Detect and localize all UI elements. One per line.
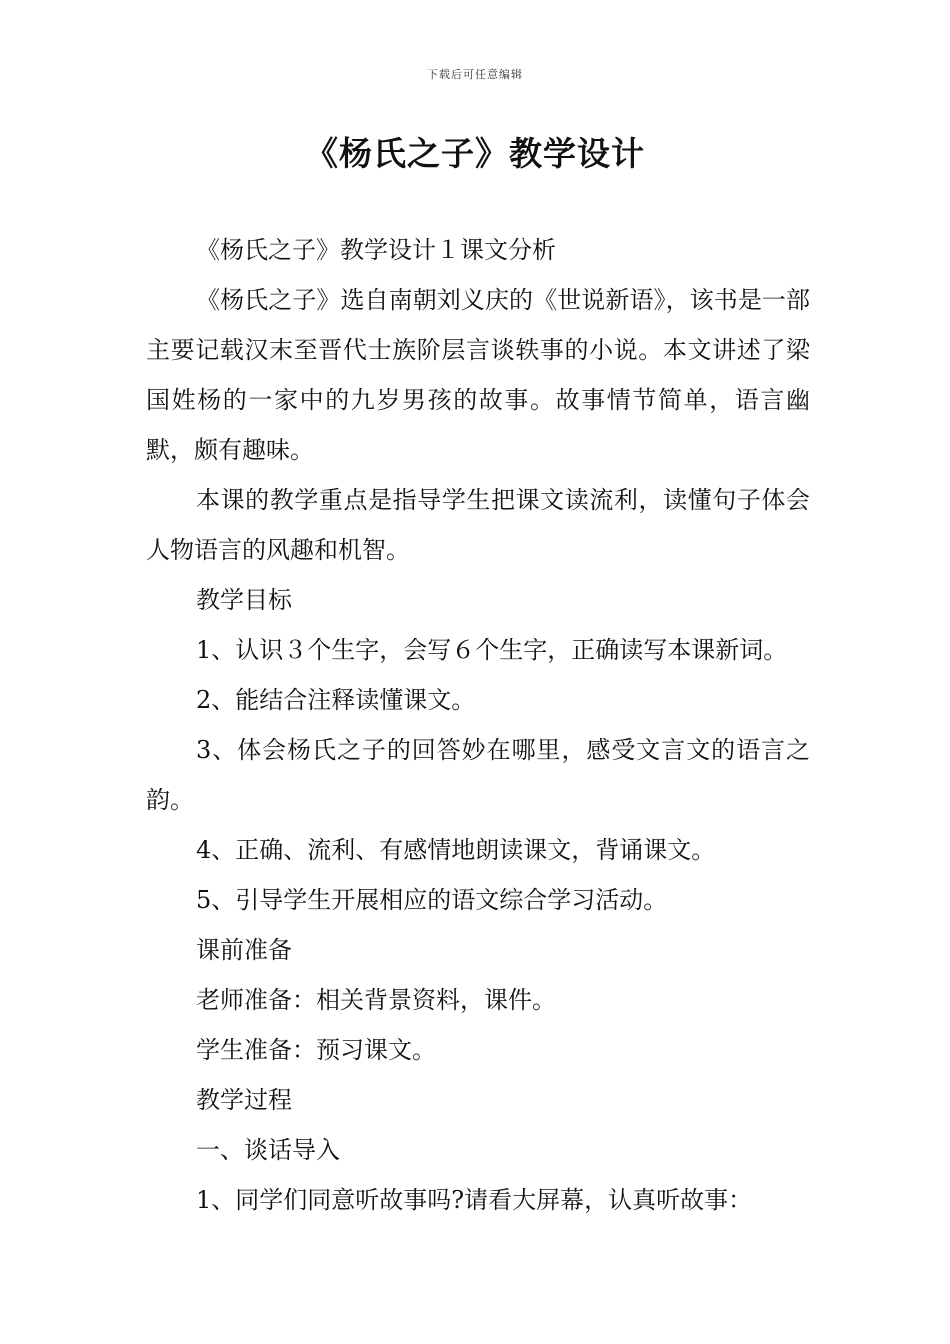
- preparation-teacher: 老师准备：相关背景资料，课件。: [196, 986, 556, 1014]
- objective-item-5: 5、引导学生开展相应的语文综合学习活动。: [196, 886, 668, 914]
- section-heading-analysis: 《杨氏之子》教学设计１课文分析: [196, 236, 556, 264]
- preparation-student: 学生准备：预习课文。: [196, 1036, 436, 1064]
- process-step-intro: 一、谈话导入: [196, 1136, 340, 1164]
- objective-item-4: 4、正确、流利、有感情地朗读课文，背诵课文。: [196, 836, 716, 864]
- objective-item-3: 3、体会杨氏之子的回答妙在哪里，感受文言文的语言之韵。: [146, 736, 810, 814]
- objective-item-1: 1、认识３个生字，会写６个生字，正确读写本课新词。: [196, 636, 788, 664]
- section-heading-preparation: 课前准备: [196, 936, 292, 964]
- page-header-note: 下载后可任意编辑: [427, 68, 523, 81]
- section-heading-objectives: 教学目标: [196, 586, 292, 614]
- objective-item-2: 2、能结合注释读懂课文。: [196, 686, 476, 714]
- process-step-1: 1、同学们同意听故事吗?请看大屏幕，认真听故事：: [196, 1186, 753, 1214]
- document-body: [146, 225, 810, 1225]
- section-heading-process: 教学过程: [196, 1086, 292, 1114]
- paragraph-teaching-focus: 本课的教学重点是指导学生把课文读流利，读懂句子体会人物语言的风趣和机智。: [146, 486, 810, 564]
- paragraph-text-source: 《杨氏之子》选自南朝刘义庆的《世说新语》，该书是一部主要记载汉末至晋代士族阶层言谈轶事的小说。本文讲述了梁国姓杨的一家中的九岁男孩的故事。故事情节简单，语言幽默，颇有趣味。: [146, 286, 810, 464]
- document-title: 《杨氏之子》教学设计: [305, 134, 645, 173]
